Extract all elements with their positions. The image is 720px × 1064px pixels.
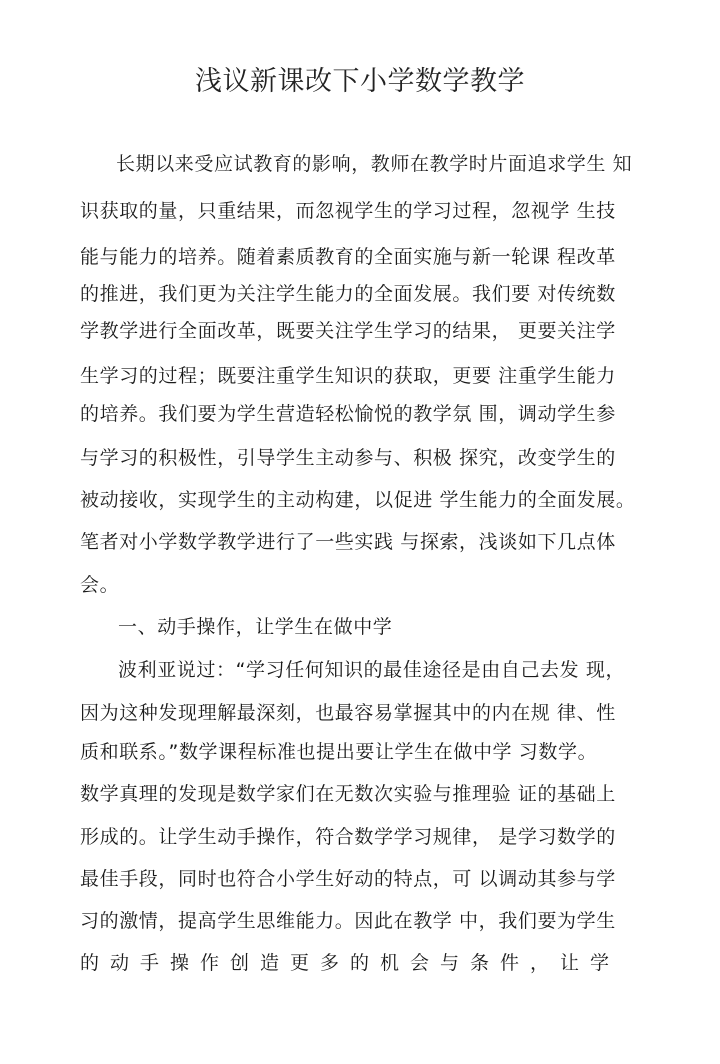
intro-line-10: 笔者对小学数学教学进行了一些实践 与探索，浅谈如下几点体 — [80, 531, 616, 553]
intro-line-9: 被动接收，实现学生的主动构建，以促进 学生能力的全面发展。 — [80, 489, 636, 511]
intro-line-4: 的推进，我们更为关注学生能力的全面发展。我们要 对传统数 — [80, 283, 616, 305]
intro-line-7: 的培养。我们要为学生营造轻松愉悦的教学氛 围，调动学生参 — [80, 403, 616, 425]
intro-line-2: 识获取的量，只重结果，而忽视学生的学习过程，忽视学 生技 — [80, 200, 616, 222]
section1-line-6: 最佳手段，同时也符合小学生好动的特点，可 以调动其参与学 — [80, 868, 616, 890]
section1-line-8: 的动手操作创造更多的机会与条件，让学 — [80, 952, 621, 974]
intro-line-6: 生学习的过程；既要注重学生知识的获取，更要 注重学生能力 — [80, 365, 616, 387]
section1-line-3: 质和联系。”数学课程标准也提出要让学生在做中学 习数学。 — [80, 741, 598, 763]
section1-line-1: 波利亚说过：“学习任何知识的最佳途径是由自己去发 现， — [118, 659, 626, 681]
intro-line-11: 会。 — [80, 574, 120, 596]
intro-line-8: 与学习的积极性，引导学生主动参与、积极 探究，改变学生的 — [80, 447, 616, 469]
section1-line-2: 因为这种发现理解最深刻，也最容易掌握其中的内在规 律、性 — [80, 702, 616, 724]
section1-line-4: 数学真理的发现是数学家们在无数次实验与推理验 证的基础上 — [80, 783, 616, 805]
section1-line-7: 习的激情，提高学生思维能力。因此在教学 中，我们要为学生 — [80, 910, 616, 932]
intro-line-1: 长期以来受应试教育的影响，教师在教学时片面追求学生 知 — [116, 153, 633, 175]
intro-line-3: 能与能力的培养。随着素质教育的全面实施与新一轮课 程改革 — [80, 246, 616, 268]
section1-line-5: 形成的。让学生动手操作，符合数学学习规律， 是学习数学的 — [80, 826, 616, 848]
intro-line-5: 学教学进行全面改革，既要关注学生学习的结果， 更要关注学 — [80, 320, 616, 342]
section-1-heading: 一、动手操作，让学生在做中学 — [118, 616, 393, 638]
document-title: 浅议新课改下小学数学教学 — [195, 66, 525, 97]
